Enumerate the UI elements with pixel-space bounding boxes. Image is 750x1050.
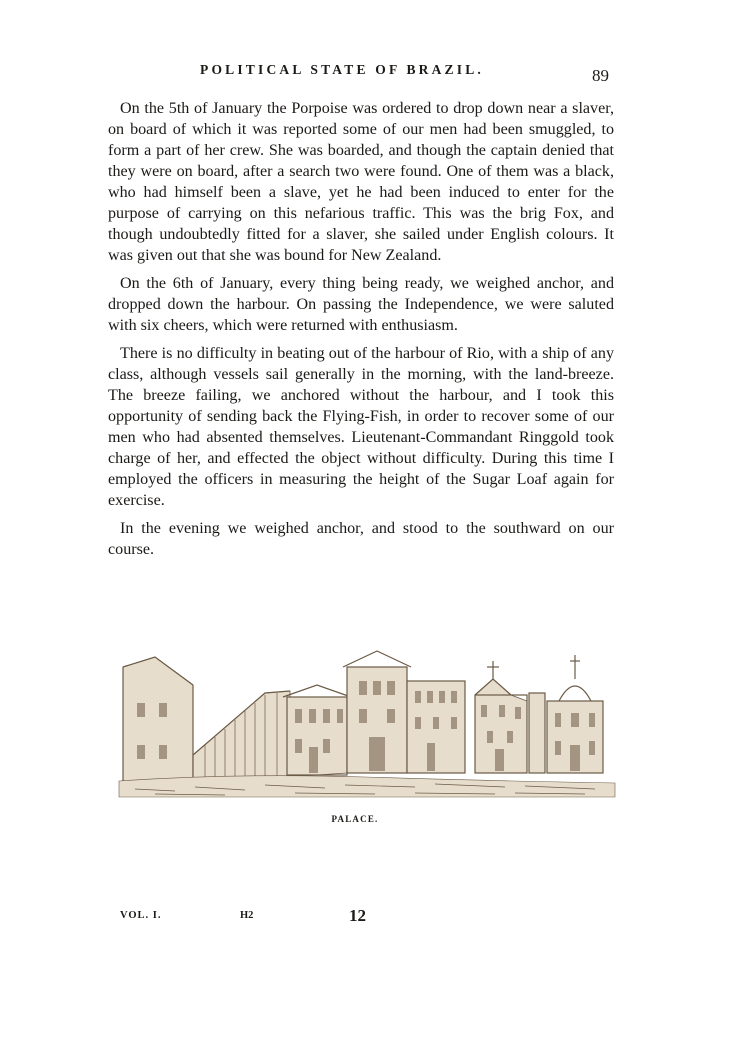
paragraph: On the 6th of January, every thing being ready, we weighed anchor, and dropped down the harbour. On passing the Independence, we were saluted with six cheers, which were returned with enthusiasm. [108,275,614,334]
page-number: 89 [592,66,609,85]
figure-caption: PALACE. [331,814,379,824]
signature-number: 12 [349,906,366,925]
paragraph: In the evening we weighed anchor, and stood to the southward on our course. [108,520,614,558]
running-head [110,62,630,86]
paragraph: There is no difficulty in beating out of the harbour of Rio, with a ship of any class, although vessels sail generally in the morning, with the land-breeze. The breeze failing, we anchored without the harbour, and I took this opportunity of sending back the Flying-Fish, in order to recover some of our men who had absented themselves. Lieutenant-Commandant Ringgold took charge of her, and effected the object without difficulty. During this time I employed the officers in measuring the height of the Sugar Loaf again for exercise. [108,345,614,509]
running-title: POLITICAL STATE OF BRAZIL. [200,62,484,77]
volume-mark: VOL. I. [120,910,162,921]
paragraph: On the 5th of January the Porpoise was ordered to drop down near a slaver, on board of which it was reported some of our men had been smuggled, to form a part of her crew. She was boarded, and though the captain denied that they were on board, after a search two were found. One of them was a black, who had himself been a slave, yet he had been induced to enter for the purpose of carrying on this nefarious traffic. This was the brig Fox, and though undoubtedly fitted for a slaver, she sailed under English colours. It was given out that she was bound for New Zealand. [108,100,614,264]
receding-wing [193,691,290,783]
left-building [123,657,193,783]
body-text [108,98,614,567]
page-footer [0,906,750,930]
signature-mark: H2 [240,910,254,921]
palace-engraving [115,645,617,805]
